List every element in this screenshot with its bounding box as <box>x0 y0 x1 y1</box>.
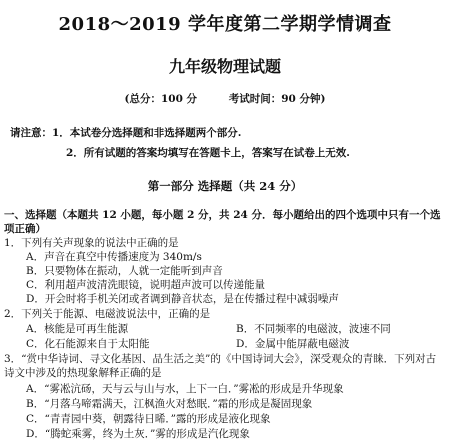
notice-line-2 <box>66 145 446 160</box>
question-option: D．金属中能屏蔽电磁波 <box>236 338 350 350</box>
question-option: D．“腾蛇乘雾，终为土灰．”雾的形成是汽化现象 <box>26 428 250 440</box>
part-title: 第一部分 选择题（共 24 分） <box>147 179 303 193</box>
notice-item: 2．所有试题的答案均填写在答题卡上，答案写在试卷上无效. <box>66 147 350 159</box>
question-option: A．声音在真空中传播速度为 340m/s <box>26 251 202 263</box>
notice-line-1 <box>10 125 440 140</box>
exam-subtitle: 九年级物理试题 <box>168 57 281 76</box>
question-option: C．“青青园中葵，朝露待日晞．”露的形成是液化现象 <box>26 413 271 425</box>
notice-item: 1．本试卷分选择题和非选择题两个部分. <box>52 127 242 139</box>
exam-time: 考试时间：90 分钟) <box>228 93 326 105</box>
question-option: B．只要物体在振动，人就一定能听到声音 <box>26 265 223 277</box>
question-option: B．不同频率的电磁波，波速不同 <box>236 323 391 335</box>
question-option: D．开会时将手机关闭或者调到静音状态，是在传播过程中减弱噪声 <box>26 293 339 305</box>
section-instructions: 一、选择题（本题共 12 小题，每小题 2 分，共 24 分．每小题给出的四个选项中只有一个选项正确） <box>4 209 441 235</box>
question-option: C．利用超声波清洗眼镜，说明超声波可以传递能量 <box>26 279 266 291</box>
question-option: A．核能是可再生能源 <box>26 323 129 335</box>
notice-label: 请注意： <box>10 127 52 139</box>
question-option: B．“月落乌啼霜满天，江枫渔火对愁眠．”霜的形成是凝固现象 <box>26 398 313 410</box>
total-score: (总分：100 分 <box>124 93 198 105</box>
question-option: A．“雾凇沆砀，天与云与山与水，上下一白．”雾凇的形成是升华现象 <box>26 383 344 395</box>
question-stem: 2．下列关于能源、电磁波说法中，正确的是 <box>4 308 211 320</box>
exam-title: 2018～2019 学年度第二学期学情调查 <box>58 14 392 35</box>
question-stem: 3．“赏中华诗词、寻文化基因、品生活之美”的《中国诗词大会》，深受观众的青睐．下列对古诗文中涉及的热现象解释正确的是 <box>4 353 437 379</box>
exam-meta <box>0 91 450 106</box>
question-stem: 1．下列有关声现象的说法中正确的是 <box>4 237 179 249</box>
question-option: C．化石能源来自于太阳能 <box>26 338 150 350</box>
